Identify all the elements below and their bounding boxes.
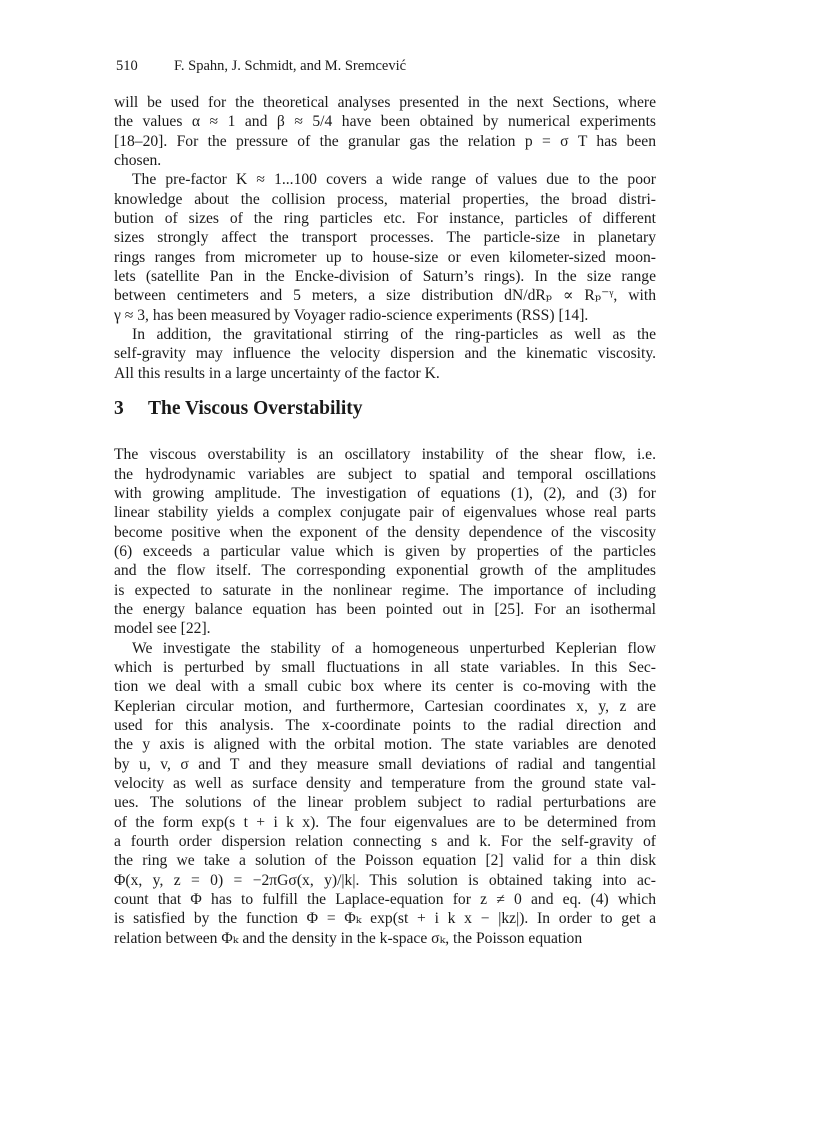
- text-line: is expected to saturate in the nonlinear regime. The importance of including: [114, 581, 656, 599]
- paragraph: [114, 170, 656, 325]
- text-line: the energy balance equation has been pointed out in [25]. For an isothermal: [114, 600, 656, 618]
- text-line: sizes strongly affect the transport processes. The particle-size in planetary: [114, 229, 656, 247]
- authors: F. Spahn, J. Schmidt, and M. Sremcević: [174, 58, 407, 74]
- text-line: bution of sizes of the ring particles etc. For instance, particles of different: [114, 210, 656, 228]
- text-line: Φ(x, y, z = 0) = −2πGσ(x, y)/|k|. This solution is obtained taking into ac-: [114, 871, 656, 889]
- text-line: used for this analysis. The x-coordinate points to the radial direction and: [114, 716, 656, 734]
- text-line: the y axis is aligned with the orbital motion. The state variables are denoted: [114, 736, 656, 754]
- text-line: [18–20]. For the pressure of the granular gas the relation p = σ T has been: [114, 132, 656, 150]
- page-body: [114, 93, 656, 948]
- text-line: and the flow itself. The corresponding exponential growth of the amplitudes: [114, 562, 656, 580]
- page-number: 510: [116, 58, 138, 74]
- text-line: The pre-factor K ≈ 1...100 covers a wide range of values due to the poor: [132, 171, 656, 189]
- text-line: which is perturbed by small fluctuations in all state variables. In this Sec-: [114, 658, 656, 676]
- text-line: velocity as well as surface density and temperature from the ground state val-: [114, 775, 656, 792]
- text-line: count that Φ has to fulfill the Laplace-equation for z ≠ 0 and eq. (4) which: [114, 891, 656, 909]
- text-line: The viscous overstability is an oscillatory instability of the shear flow, i.e.: [114, 446, 656, 464]
- paragraph: [114, 639, 656, 949]
- text-line: tion we deal with a small cubic box where its center is co-moving with the: [114, 678, 656, 696]
- text-line: of the form exp(s t + i k x). The four eigenvalues are to be determined from: [114, 813, 656, 831]
- section-number: 3: [114, 398, 124, 420]
- paragraphs-after-section: [114, 445, 656, 948]
- text-line: In addition, the gravitational stirring of the ring-particles as well as the: [132, 326, 656, 344]
- text-line: We investigate the stability of a homogeneous unperturbed Keplerian flow: [132, 639, 656, 657]
- text-line: chosen.: [114, 152, 162, 170]
- text-line: relation between Φₖ and the density in the k-space σₖ, the Poisson equation: [114, 929, 583, 947]
- text-line: lets (satellite Pan in the Encke-division of Saturn’s rings). In the size range: [114, 268, 656, 286]
- text-line: (6) exceeds a particular value which is given by properties of the particles: [114, 542, 656, 560]
- text-line: linear stability yields a complex conjugate pair of eigenvalues whose real parts: [114, 504, 656, 522]
- text-line: Keplerian circular motion, and furthermore, Cartesian coordinates x, y, z are: [114, 697, 656, 715]
- text-line: γ ≈ 3, has been measured by Voyager radio-science experiments (RSS) [14].: [114, 306, 589, 324]
- text-line: between centimeters and 5 meters, a size distribution dN/dRₚ ∝ Rₚ⁻ᵞ, with: [114, 287, 656, 305]
- text-line: model see [22].: [114, 620, 211, 638]
- text-line: is satisfied by the function Φ = Φₖ exp(st + i k x − |kz|). In order to get a: [114, 910, 656, 928]
- paragraphs-before-section: [114, 93, 656, 383]
- text-line: the values α ≈ 1 and β ≈ 5/4 have been obtained by numerical experiments: [114, 113, 656, 131]
- text-line: the ring we take a solution of the Poisson equation [2] valid for a thin disk: [114, 852, 656, 870]
- text-line: become positive when the exponent of the density dependence of the viscosity: [114, 523, 656, 541]
- paragraph: [114, 325, 656, 383]
- text-line: with growing amplitude. The investigation of equations (1), (2), and (3) for: [114, 484, 656, 502]
- section-title: The Viscous Overstability: [148, 398, 363, 420]
- text-line: a fourth order dispersion relation connecting s and k. For the self-gravity of: [114, 833, 656, 851]
- running-head: [116, 58, 406, 75]
- text-line: rings ranges from micrometer up to house-size or even kilometer-sized moon-: [114, 248, 656, 266]
- text-line: self-gravity may influence the velocity dispersion and the kinematic viscosity.: [114, 345, 656, 363]
- section-heading: [114, 389, 656, 429]
- paragraph: [114, 445, 656, 638]
- text-line: the hydrodynamic variables are subject to spatial and temporal oscillations: [114, 465, 656, 483]
- text-line: All this results in a large uncertainty of the factor K.: [114, 364, 440, 382]
- text-line: ues. The solutions of the linear problem subject to radial perturbations are: [114, 794, 656, 812]
- text-line: will be used for the theoretical analyses presented in the next Sections, where: [114, 94, 656, 111]
- text-line: by u, v, σ and T and they measure small deviations of radial and tangential: [114, 755, 656, 773]
- text-line: knowledge about the collision process, material properties, the broad distri-: [114, 190, 656, 208]
- paragraph: [114, 93, 656, 170]
